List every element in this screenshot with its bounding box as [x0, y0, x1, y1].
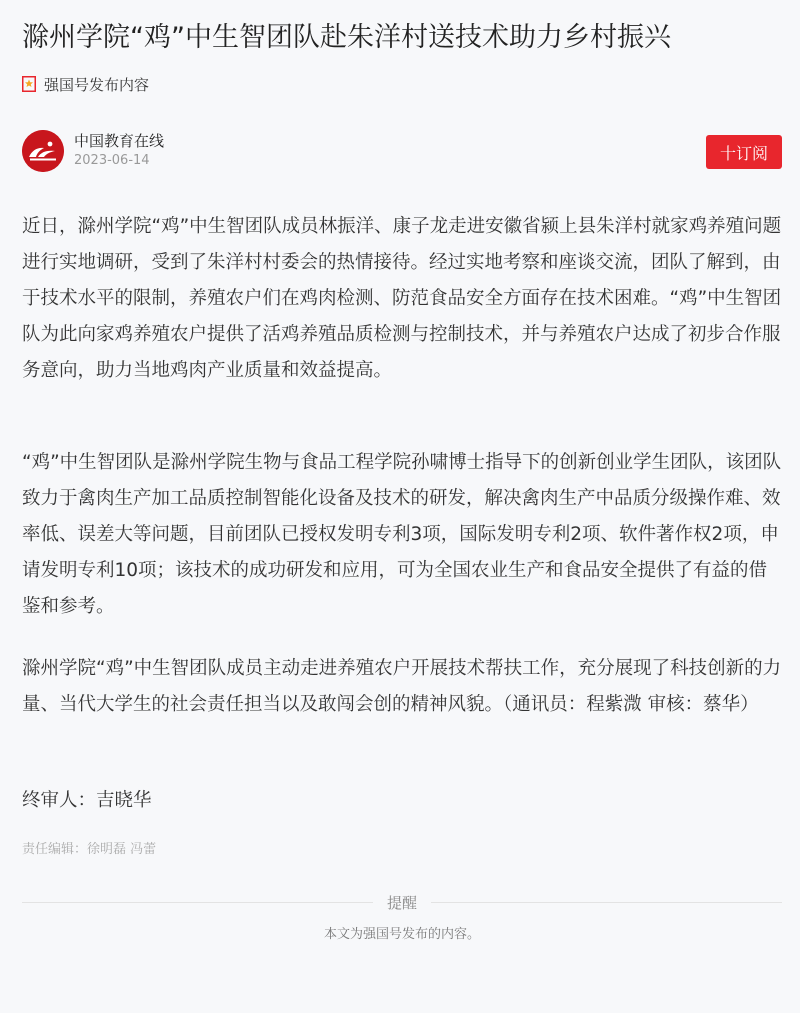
- notice-divider: [22, 890, 782, 914]
- notice-heading: 提醒: [387, 893, 418, 912]
- divider-line: [22, 902, 373, 903]
- subscribe-button[interactable]: 十订阅: [706, 135, 782, 169]
- source-tag: [22, 72, 149, 96]
- bookmark-star-icon: [22, 76, 36, 92]
- publish-date: 2023-06-14: [74, 153, 150, 168]
- paragraph: 近日，滁州学院“鸡”中生智团队成员林振洋、康子龙走进安徽省颍上县朱洋村就家鸡养殖问题进行实地调研，受到了朱洋村村委会的热情接待。经过实地考察和座谈交流，团队了解到，由于技术水平的限制，养殖农户们在鸡肉检测、防范食品安全方面存在技术困难。“鸡”中生智团队为此向家鸡养殖农户提供了活鸡养殖品质检测与控制技术，并与养殖农户达成了初步合作服务意向，助力当地鸡肉产业质量和效益提高。: [22, 216, 782, 381]
- paragraph: “鸡”中生智团队是滁州学院生物与食品工程学院孙啸博士指导下的创新创业学生团队，该团队致力于禽肉生产加工品质控制智能化设备及技术的研发，解决禽肉生产中品质分级操作难、效率低、误差大等问题，目前团队已授权发明专利3项，国际发明专利2项、软件著作权2项，申请发明专利10项；该技术的成功研发和应用，可为全国农业生产和食品安全提供了有益的借鉴和参考。: [22, 452, 782, 617]
- final-reviewer: 终审人：吉晓华: [22, 790, 152, 811]
- article-title: 滁州学院“鸡”中生智团队赴朱洋村送技术助力乡村振兴: [22, 22, 671, 53]
- avatar[interactable]: [22, 130, 64, 172]
- china-education-online-logo-icon: [22, 130, 64, 172]
- responsible-editor: 责任编辑：徐明磊 冯蕾: [22, 842, 157, 857]
- divider-line: [431, 902, 782, 903]
- author-name[interactable]: 中国教育在线: [74, 132, 165, 150]
- author-block: [22, 130, 164, 172]
- paragraph: 滁州学院“鸡”中生智团队成员主动走进养殖农户开展技术帮扶工作，充分展现了科技创新的力量、当代大学生的社会责任担当以及敢闯会创的精神风貌。（通讯员：程紫溦 审核：蔡华）: [22, 658, 782, 715]
- notice-text: 本文为强国号发布的内容。: [323, 927, 480, 942]
- source-tag-label: 强国号发布内容: [44, 75, 150, 94]
